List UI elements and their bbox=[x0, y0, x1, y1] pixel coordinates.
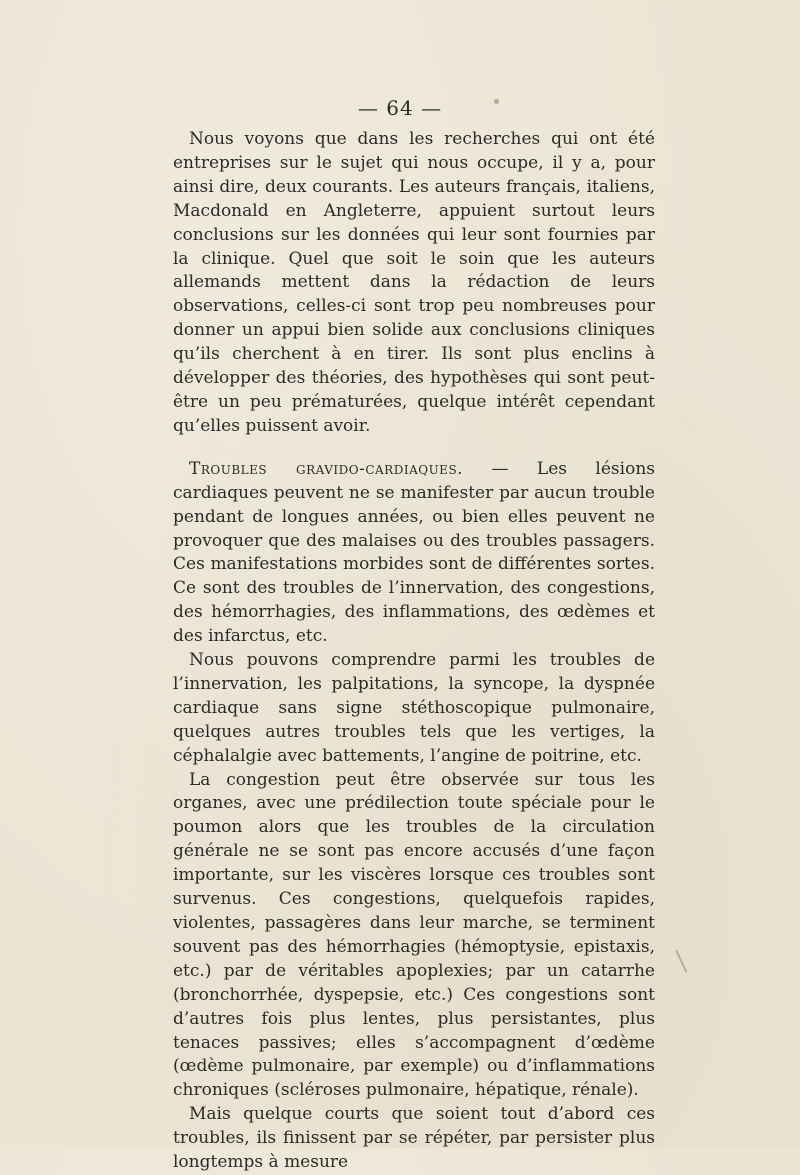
page-number: — 64 — bbox=[357, 96, 443, 120]
paragraph-intro: Nous voyons que dans les recherches qui ont été entreprises sur le sujet qui nous occupe, il y a, pour ainsi dire, deux courants. Les auteurs français, italiens, Macdonald en Angleterre, appuient surtout leurs conclusions sur les données qui leur sont fournies par la clinique. Quel que soit le soin que les auteurs allemands mettent dans la rédaction de leurs observations, celles-ci sont trop peu nombreuses pour donner un appui bien solide aux conclusions cliniques qu’ils cherchent à en tirer. Ils sont plus enclins à développer des théories, des hypothèses qui sont peut-être un peu prématurées, quelque intérêt cependant qu’elles puissent avoir. bbox=[173, 129, 655, 436]
section-heading: Troubles gravido-cardiaques. bbox=[189, 458, 464, 479]
paragraph-congestion: La congestion peut être observée sur tous les organes, avec une prédilection toute spéciale pour le poumon alors que les troubles de la circulation générale ne se sont pas encore accusés d’une façon importante, sur les viscères lorsque ces troubles sont survenus. Ces congestions, quelquefois rapides, violentes, passagères dans leur marche, se terminent souvent pas des hémorrhagies (hémoptysie, epistaxis, etc.) par de véritables apoplexies; par un catarrhe (bronchorrhée, dyspepsie, etc.) Ces congestions sont d’autres fois plus lentes, plus persistantes, plus tenaces passives; elles s’accompagnent d’œdème (œdème pulmonaire, par exemple) ou d’inflammations chroniques (scléroses pulmonaire, hépatique, rénale). bbox=[173, 769, 655, 1101]
paragraph-innervation: Nous pouvons comprendre parmi les troubles de l’innervation, les palpitations, la syncope, la dyspnée cardiaque sans signe stéthoscopique pulmonaire, quelques autres troubles tels que les vertiges, la céphalalgie avec battements, l’angine de poitrine, etc. bbox=[173, 650, 655, 766]
paragraph-troubles-gravido-cardiaques bbox=[173, 458, 655, 649]
paragraph-text: — Les lésions cardiaques peuvent ne se manifester par aucun trouble pendant de longues années, ou bien elles peuvent ne provoquer que des malaises ou des troubles passagers. Ces manifestations morbides sont de différentes sortes. Ce sont des troubles de l’innervation, des congestions, des hémorrhagies, des inflammations, des œdèmes et des infarctus, etc. bbox=[173, 458, 655, 647]
paragraph-continuation: Mais quelque courts que soient tout d’abord ces troubles, ils finissent par se répéter, par persister plus longtemps à mesure bbox=[173, 1104, 655, 1173]
body-text bbox=[173, 128, 655, 1175]
margin-mark bbox=[675, 947, 692, 972]
